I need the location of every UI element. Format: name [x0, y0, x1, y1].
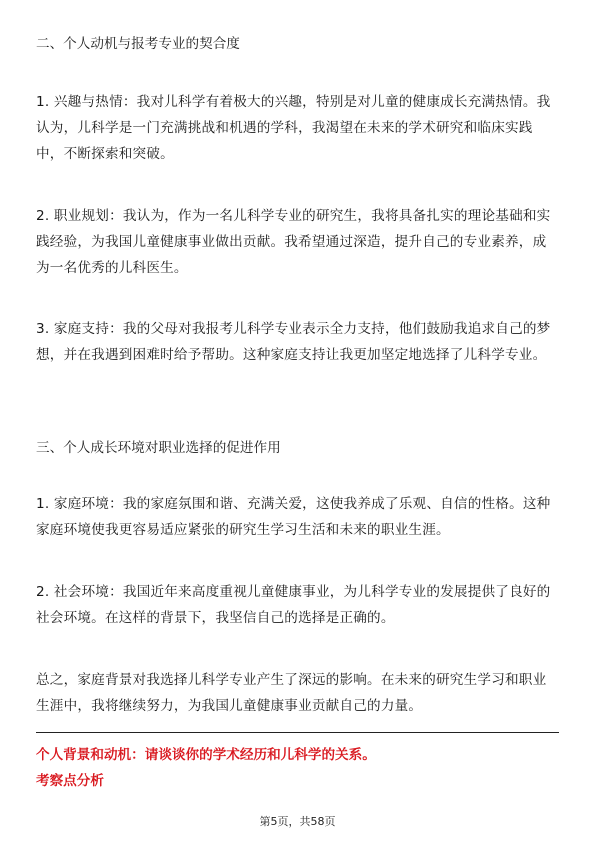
page-number: 第5页，共58页 — [259, 815, 336, 828]
section-divider — [36, 732, 559, 733]
section-heading-2: 二、个人动机与报考专业的契合度 — [36, 36, 240, 52]
paragraph-conclusion: 总之，家庭背景对我选择儿科学专业产生了深远的影响。在未来的研究生学习和职业生涯中，我将继续努力，为我国儿童健康事业贡献自己的力量。 — [36, 672, 547, 714]
paragraph-family-environment: 1. 家庭环境：我的家庭氛围和谐、充满关爱，这使我养成了乐观、自信的性格。这种家庭环境使我更容易适应紧张的研究生学习生活和未来的职业生涯。 — [36, 496, 551, 538]
section-heading-3: 三、个人成长环境对职业选择的促进作用 — [36, 440, 281, 456]
paragraph-career-plan: 2. 职业规划：我认为，作为一名儿科学专业的研究生，我将具备扎实的理论基础和实践经验，为我国儿童健康事业做出贡献。我希望通过深造，提升自己的专业素养，成为一名优秀的儿科医生。 — [36, 208, 551, 276]
paragraph-family-support: 3. 家庭支持：我的父母对我报考儿科学专业表示全力支持，他们鼓励我追求自己的梦想，并在我遇到困难时给予帮助。这种家庭支持让我更加坚定地选择了儿科学专业。 — [36, 321, 551, 363]
paragraph-interest: 1. 兴趣与热情：我对儿科学有着极大的兴趣，特别是对儿童的健康成长充满热情。我认为，儿科学是一门充满挑战和机遇的学科，我渴望在未来的学术研究和临床实践中，不断探索和突破。 — [36, 94, 551, 162]
question-subtitle: 考察点分析 — [36, 773, 104, 789]
paragraph-social-environment: 2. 社会环境：我国近年来高度重视儿童健康事业，为儿科学专业的发展提供了良好的社会环境。在这样的背景下，我坚信自己的选择是正确的。 — [36, 584, 551, 626]
question-title: 个人背景和动机：请谈谈你的学术经历和儿科学的关系。 — [36, 747, 376, 763]
